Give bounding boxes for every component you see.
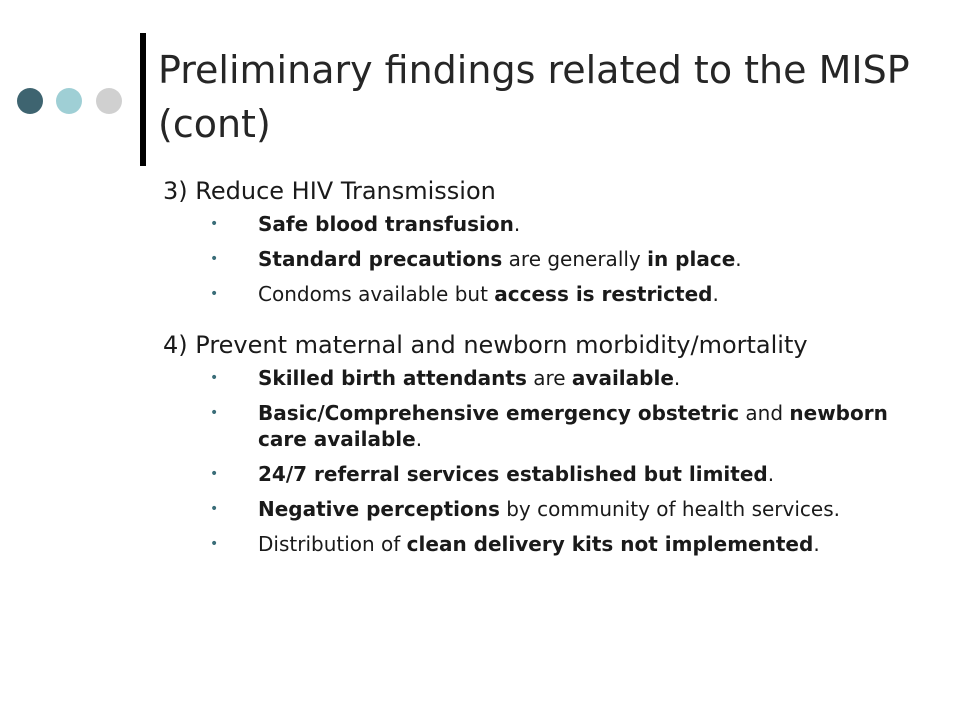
list-item (163, 211, 943, 237)
list-item (163, 365, 943, 391)
emphasis-text: Basic/Comprehensive emergency obstetric (258, 401, 740, 425)
bullet-list (163, 365, 943, 557)
title-divider (140, 33, 146, 166)
item-text: and (739, 401, 790, 425)
item-text: are (526, 366, 572, 390)
section-heading: 4) Prevent maternal and newborn morbidity/mortality (163, 331, 808, 359)
dot-gray-icon (96, 88, 122, 114)
item-text: Distribution of (258, 532, 407, 556)
section-heading: 3) Reduce HIV Transmission (163, 177, 496, 205)
list-item (163, 246, 943, 272)
emphasis-text: access is restricted (494, 282, 713, 306)
emphasis-text: Safe blood transfusion (258, 212, 514, 236)
list-item (163, 281, 943, 307)
dot-light-icon (56, 88, 82, 114)
bullet-icon: • (210, 251, 219, 267)
emphasis-text: Standard precautions (258, 247, 503, 271)
emphasis-text: newborn care available (258, 401, 888, 451)
bullet-icon: • (210, 286, 219, 302)
decorative-dots (17, 88, 127, 114)
bullet-icon: • (210, 466, 219, 482)
emphasis-text: in place (647, 247, 736, 271)
slide-body (163, 173, 943, 566)
bullet-icon: • (210, 405, 219, 421)
dot-dark-icon (17, 88, 43, 114)
item-text: . (813, 532, 820, 556)
bullet-list (163, 211, 943, 307)
bullet-icon: • (210, 370, 219, 386)
slide-title: Preliminary findings related to the MISP (cont) (158, 48, 910, 146)
emphasis-text: Negative perceptions (258, 497, 500, 521)
bullet-icon: • (210, 536, 219, 552)
item-text: . (673, 366, 681, 390)
emphasis-text: available (571, 366, 674, 390)
emphasis-text: Skilled birth attendants (258, 366, 527, 390)
item-text: . (767, 462, 775, 486)
item-text: are generally (502, 247, 648, 271)
item-text: by community of health services. (499, 497, 840, 521)
emphasis-text: clean delivery kits not implemented (406, 532, 814, 556)
item-text: . (735, 247, 742, 271)
list-item (163, 496, 943, 522)
item-text: . (513, 212, 521, 236)
item-text: Condoms available but (258, 282, 495, 306)
list-item (163, 531, 943, 557)
emphasis-text: 24/7 referral services established but limited (258, 462, 768, 486)
list-item (163, 400, 943, 452)
bullet-icon: • (210, 216, 219, 232)
item-text: . (415, 427, 423, 451)
bullet-icon: • (210, 501, 219, 517)
list-item (163, 461, 943, 487)
item-text: . (712, 282, 719, 306)
